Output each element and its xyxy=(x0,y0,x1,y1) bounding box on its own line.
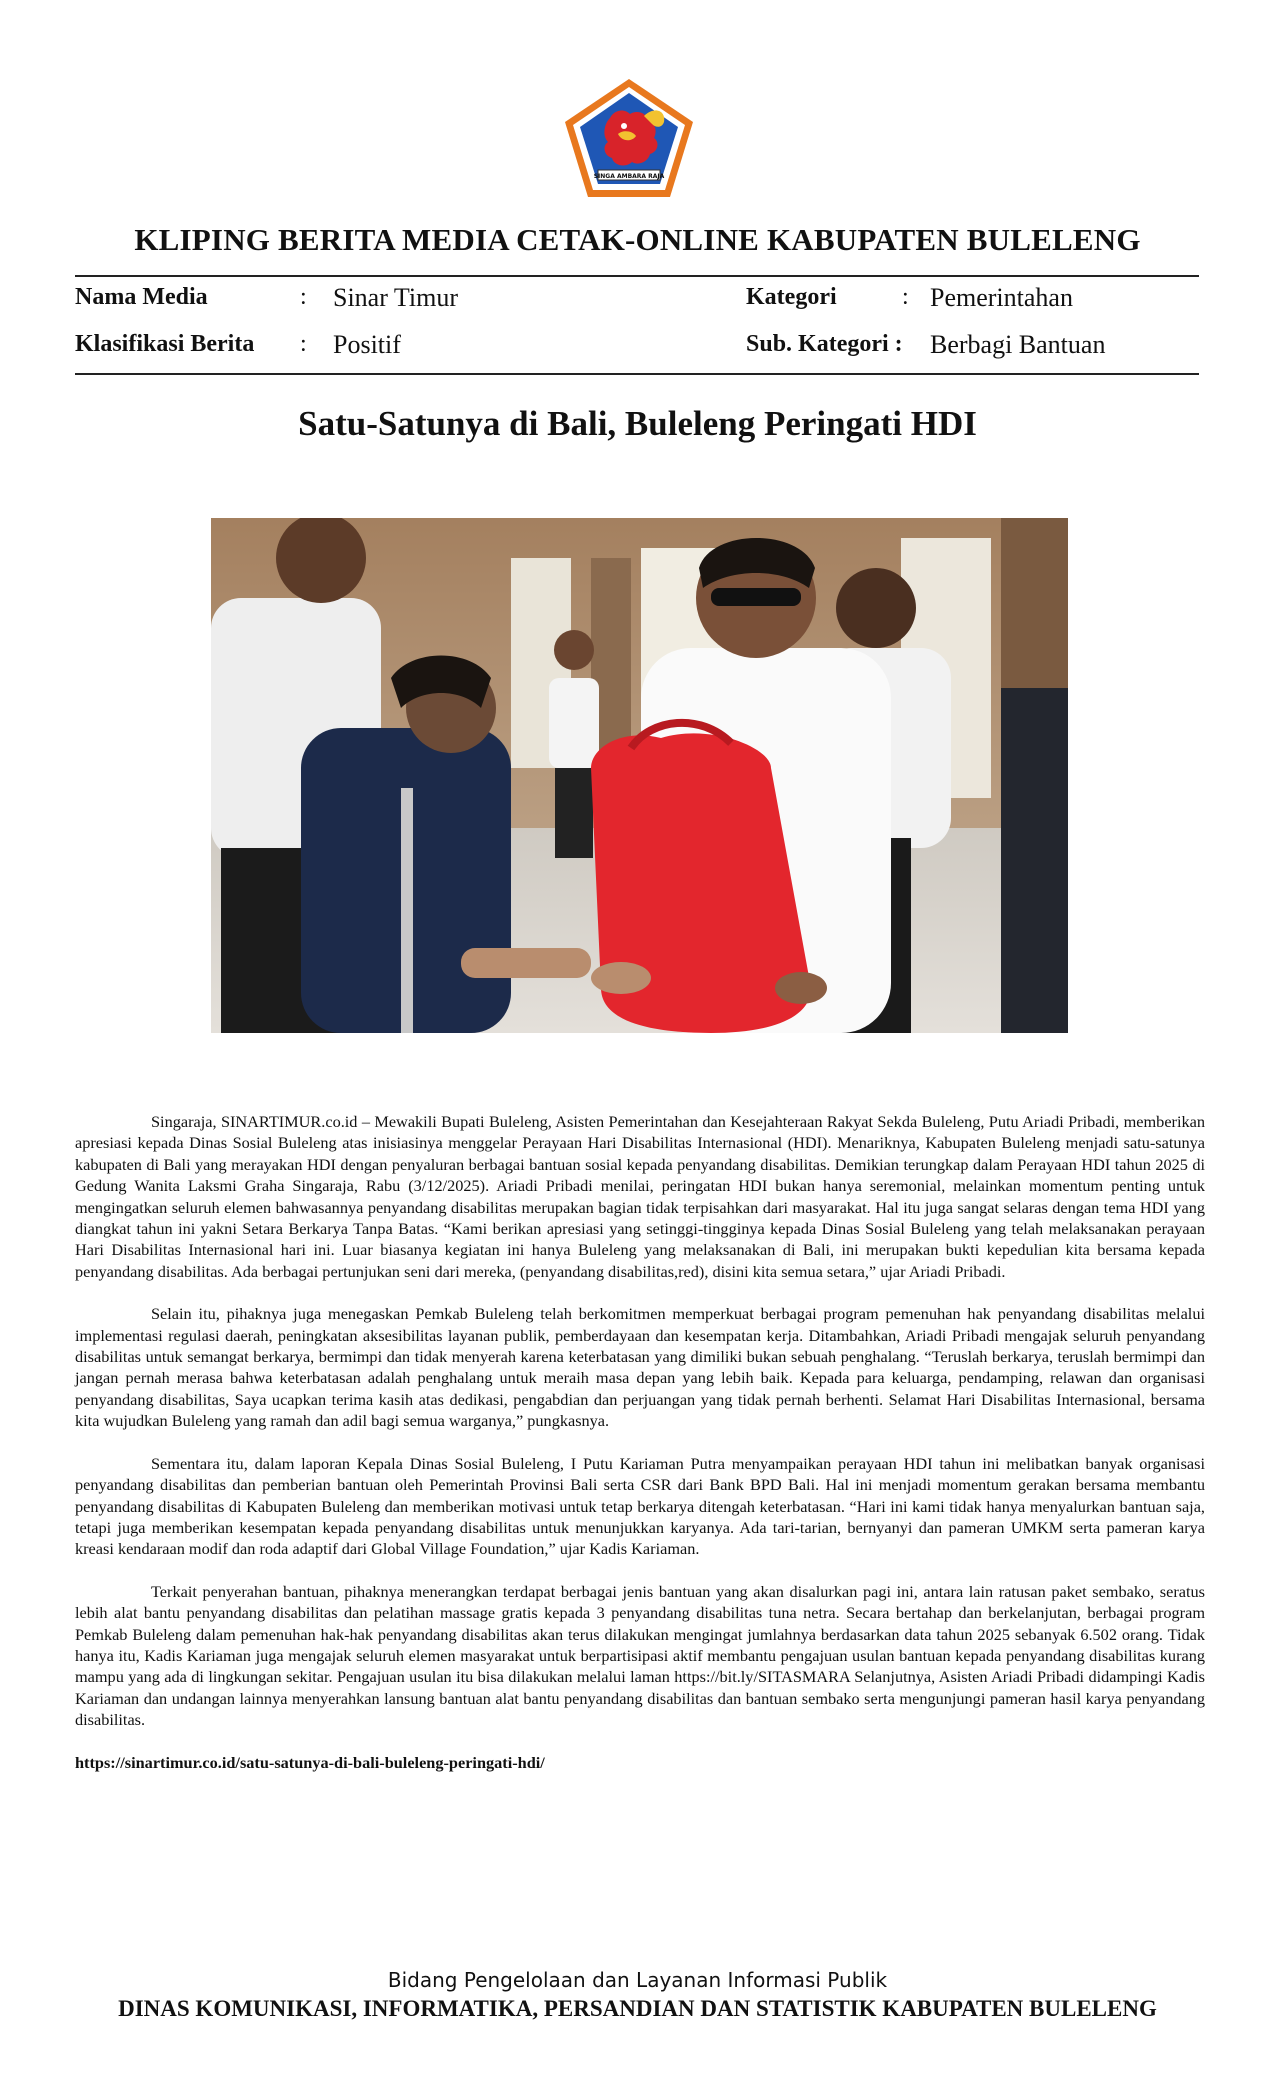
logo-motto: SINGA AMBARA RAJA xyxy=(593,173,665,180)
subkategori-label: Sub. Kategori : xyxy=(746,331,903,357)
article-photo xyxy=(211,518,1068,1033)
article-paragraph: Sementara itu, dalam laporan Kepala Dinas Sosial Buleleng, I Putu Kariaman Putra menyampaikan perayaan HDI tahun ini melibatkan banyak organisasi penyandang disabilitas dan pemberian bantuan oleh Pemerintah Provinsi Bali serta CSR dari Bank BPD Bali. Hal ini menjadi momentum gerakan bersama membantu penyandang disabilitas di Kabupaten Buleleng dan memberikan motivasi untuk tetap berkarya ditengah keterbatasan. “Hari ini kami tidak hanya menyalurkan bantuan saja, tetapi juga memberikan kesempatan kepada penyandang disabilitas untuk menunjukkan karyanya. Ada tari-tarian, bernyanyi dan pameran UMKM serta pameran karya kreasi kendaraan modif dan roda adaptif dari Global Village Foundation,” ujar Kadis Kariaman. xyxy=(75,1453,1205,1559)
media-value: Sinar Timur xyxy=(333,283,458,312)
source-url-link[interactable]: https://sinartimur.co.id/satu-satunya-di-bali-buleleng-peringati-hdi/ xyxy=(75,1752,545,1772)
kategori-value: Pemerintahan xyxy=(930,283,1073,312)
meta-bottom-rule xyxy=(75,373,1199,375)
article-paragraph: Selain itu, pihaknya juga menegaskan Pemkab Buleleng telah berkomitmen memperkuat berbagai program pemenuhan hak penyandang disabilitas melalui implementasi regulasi daerah, peningkatan aksesibilitas layanan publik, pemberdayaan dan kesempatan kerja. Ditambahkan, Ariadi Pribadi mengajak seluruh penyandang disabilitas untuk semangat berkarya, bermimpi dan tidak menyerah karena keterbatasan yang dimiliki bukan sebuah penghalang. “Teruslah berkarya, teruslah bermimpi dan jangan pernah merasa bahwa keterbatasan adalah penghalang untuk meraih masa depan yang lebih baik. Kepada para keluarga, pendamping, relawan dan organisasi penyandang disabilitas, Saya ucapkan terima kasih atas dedikasi, pengabdian dan perjuangan yang tidak pernah berhenti. Selamat Hari Disabilitas Internasional, bersama kita wujudkan Buleleng yang ramah dan adil bagi semua warganya,” pungkasnya. xyxy=(75,1304,1205,1431)
top-rule xyxy=(75,275,1199,277)
klasifikasi-value: Positif xyxy=(333,330,401,359)
footer-division: Bidang Pengelolaan dan Layanan Informasi Publik xyxy=(387,1968,888,1992)
article-paragraph: Terkait penyerahan bantuan, pihaknya menerangkan terdapat berbagai jenis bantuan yang akan disalurkan pagi ini, antara lain ratusan paket sembako, seratus lebih alat bantu penyandang disabilitas dan pelatihan massage gratis kepada 3 penyandang disabilitas tuna netra. Secara bertahap dan berkelanjutan, berbagai program Pemkab Buleleng dalam pemenuhan hak-hak penyandang disabilitas akan terus dilakukan mengingat jumlahnya berdasarkan data tahun 2025 sebanyak 6.502 orang. Tidak hanya itu, Kadis Kariaman juga mengajak seluruh elemen masyarakat untuk berpartisipasi aktif membantu pengajuan usulan bantuan kepada penyandang disabilitas kurang mampu yang ada di lingkungan sekitar. Pengajuan usulan itu bisa dilakukan melalui laman https://bit.ly/SITASMARA Selanjutnya, Asisten Ariadi Pribadi didampingi Kadis Kariaman dan undangan lainnya menyerahkan lansung bantuan alat bantu penyandang disabilitas dan bantuan sembako serta mengunjungi pameran hasil karya penyandang disabilitas. xyxy=(75,1581,1205,1730)
subkategori-value: Berbagi Bantuan xyxy=(930,330,1106,359)
klasifikasi-label: Klasifikasi Berita xyxy=(75,331,255,357)
kategori-label: Kategori xyxy=(746,284,837,310)
clipping-header-title: KLIPING BERITA MEDIA CETAK-ONLINE KABUPATEN BULELENG xyxy=(134,222,1141,257)
article-body xyxy=(75,1111,1205,1773)
klasifikasi-colon: : xyxy=(300,331,307,357)
media-colon: : xyxy=(300,284,307,310)
media-label: Nama Media xyxy=(75,284,208,310)
article-paragraph: Singaraja, SINARTIMUR.co.id – Mewakili Bupati Buleleng, Asisten Pemerintahan dan Kesejahteraan Rakyat Sekda Buleleng, Putu Ariadi Pribadi, memberikan apresiasi kepada Dinas Sosial Buleleng atas inisiasinya menggelar Perayaan Hari Disabilitas Internasional (HDI). Menariknya, Kabupaten Buleleng menjadi satu-satunya kabupaten di Bali yang merayakan HDI dengan penyaluran berbagai bantuan sosial kepada penyandang disabilitas. Demikian terungkap dalam Perayaan HDI tahun 2025 di Gedung Wanita Laksmi Graha Singaraja, Rabu (3/12/2025). Ariadi Pribadi menilai, peringatan HDI bukan hanya seremonial, melainkan momentum penting untuk mengingatkan seluruh elemen bahwasannya penyandang disabilitas merupakan bagian tidak terpisahkan dari masyarakat. Hal itu juga sangat selaras dengan tema HDI yang diangkat tahun ini yakni Setara Berkarya Tanpa Batas. “Kami berikan apresiasi yang setinggi-tingginya kepada Dinas Sosial Buleleng yang telah melaksanakan perayaan Hari Disabilitas Internasional hari ini. Luar biasanya kegiatan ini hanya Buleleng yang melaksanakan di Bali, ini merupakan bukti kepedulian kita bersama kepada penyandang disabilitas. Ada berbagai pertunjukan seni dari mereka, (penyandang disabilitas,red), disini kita semua setara,” ujar Ariadi Pribadi. xyxy=(75,1112,1205,1281)
buleleng-crest-logo xyxy=(562,76,696,200)
footer-agency: DINAS KOMUNIKASI, INFORMATIKA, PERSANDIAN DAN STATISTIK KABUPATEN BULELENG xyxy=(118,1996,1157,2021)
article-title: Satu-Satunya di Bali, Buleleng Peringati HDI xyxy=(298,404,977,443)
kategori-colon: : xyxy=(902,284,909,310)
